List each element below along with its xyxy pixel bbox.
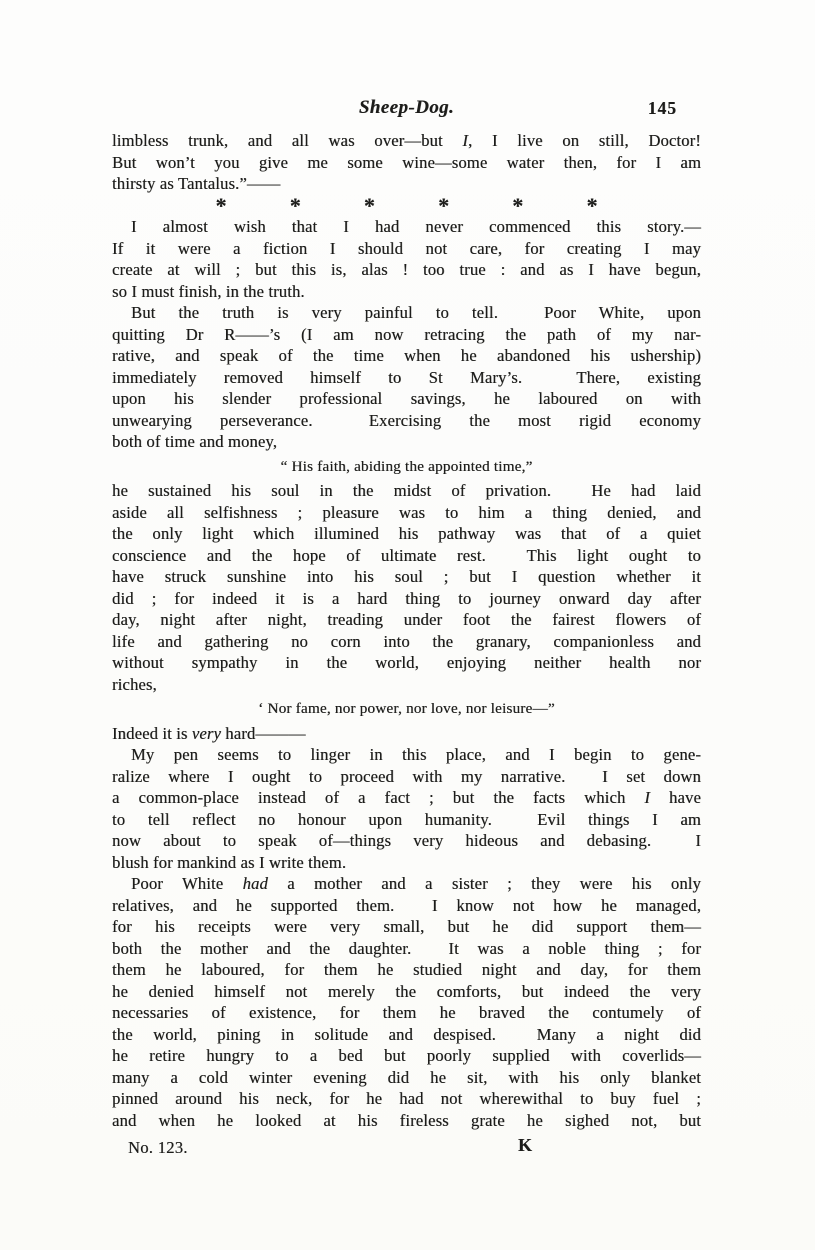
asterisk-icon: *: [363, 192, 375, 218]
text-segment: now about to speak of—things very hideous and debasing. I: [112, 831, 701, 850]
text-line: [112, 480, 701, 502]
text-segment: a mother and a sister ; they were his only: [267, 874, 702, 893]
text-segment: did ; for indeed it is a hard thing to journey onward day after: [112, 588, 701, 608]
text-line: [112, 652, 701, 674]
italic-text-segment: had: [242, 874, 268, 893]
text-segment: If it were a fiction I should not care, for creating I may: [112, 238, 701, 258]
page-number: 145: [647, 98, 677, 118]
text-line: [112, 152, 701, 174]
text-segment: aside all selfishness ; pleasure was to him a thing denied, and: [112, 502, 701, 522]
text-segment: quitting Dr R——’s (I am now retracing the path of my nar-: [112, 324, 701, 344]
asterisk-icon: *: [289, 192, 301, 218]
italic-text-segment: very: [191, 723, 221, 743]
page-body: [112, 130, 701, 1131]
italic-text-segment: I: [644, 788, 651, 807]
text-line: [112, 1045, 701, 1067]
text-line: [112, 431, 701, 453]
text-segment: hard———: [221, 723, 306, 743]
text-segment: immediately removed himself to St Mary’s. There, existing: [112, 367, 701, 387]
text-line: [112, 1110, 701, 1132]
text-line: [112, 410, 701, 432]
text-segment: he sustained his soul in the midst of privation. He had laid: [112, 481, 701, 500]
text-line: [112, 766, 701, 788]
text-line: [112, 852, 701, 874]
text-segment: a common-place instead of a fact ; but the facts which: [112, 788, 645, 807]
text-segment: so I must finish, in the truth.: [112, 281, 305, 301]
text-segment: conscience and the hope of ultimate rest. This light ought to: [112, 545, 701, 565]
text-line: [112, 1024, 701, 1046]
text-line: [112, 388, 701, 410]
text-line: [112, 367, 701, 389]
text-line: [112, 259, 701, 281]
text-segment: and when he looked at his fireless grate he sighed not, but: [112, 1110, 701, 1130]
text-line: [112, 545, 701, 567]
text-segment: have struck sunshine into his soul ; but I question whether it: [112, 567, 701, 586]
text-line: [112, 744, 701, 766]
text-line: [112, 916, 701, 938]
text-segment: upon his slender professional savings, he laboured on with: [112, 389, 701, 408]
text-segment: pinned around his neck, for he had not wherewithal to buy fuel ;: [112, 1089, 701, 1108]
text-segment: both of time and money,: [112, 432, 278, 451]
text-segment: have: [650, 788, 701, 807]
text-segment: riches,: [112, 674, 157, 694]
text-segment: Indeed it is: [112, 723, 192, 743]
text-line: [112, 173, 701, 195]
text-line: [112, 216, 701, 238]
text-segment: unwearying perseverance. Exercising the most rigid economy: [112, 410, 701, 430]
text-segment: create at will ; but this is, alas ! too true : and as I have begun,: [112, 260, 701, 279]
text-line: [112, 302, 701, 324]
text-segment: he retire hungry to a bed but poorly supplied with coverlids—: [112, 1046, 701, 1065]
text-line: [112, 895, 701, 917]
text-segment: the world, pining in solitude and despised. Many a night did: [112, 1024, 701, 1044]
text-segment: ralize where I ought to proceed with my narrative. I set down: [112, 766, 701, 786]
text-line: [112, 723, 701, 745]
text-line: [112, 959, 701, 981]
text-line: [112, 1067, 701, 1089]
asterisk-icon: *: [512, 192, 524, 218]
text-segment: But the truth is very painful to tell. Poor White, upon: [131, 303, 701, 322]
text-segment: I almost wish that I had never commenced this story.—: [131, 217, 701, 236]
text-segment: life and gathering no corn into the granary, companionless and: [112, 631, 701, 651]
text-line: [112, 674, 701, 696]
text-segment: them he laboured, for them he studied night and day, for them: [112, 960, 701, 979]
text-line: [112, 345, 701, 367]
signature-mark: K: [518, 1135, 533, 1155]
text-segment: blush for mankind as I write them.: [112, 852, 347, 872]
text-line: [112, 938, 701, 960]
text-segment: But won’t you give me some wine—some water then, for I am: [112, 152, 701, 172]
asterisk-icon: *: [438, 192, 450, 218]
asterisk-icon: *: [215, 192, 227, 218]
text-segment: he denied himself not merely the comforts, but indeed the very: [112, 981, 701, 1001]
text-segment: Poor White: [131, 874, 243, 893]
italic-text-segment: I: [462, 131, 469, 150]
page-footer: [112, 1135, 701, 1161]
text-segment: to tell reflect no honour upon humanity. Evil things I am: [112, 809, 701, 829]
text-line: [112, 238, 701, 260]
page-header: [112, 97, 701, 121]
text-line: [112, 588, 701, 610]
text-segment: , I live on still, Doctor!: [468, 131, 701, 150]
text-segment: without sympathy in the world, enjoying neither health nor: [112, 653, 701, 672]
text-segment: both the mother and the daughter. It was a noble thing ; for: [112, 938, 701, 958]
asterisk-separator: [215, 192, 598, 218]
text-segment: My pen seems to linger in this place, and I begin to gene-: [131, 745, 701, 764]
text-line: [112, 523, 701, 545]
text-segment: limbless trunk, and all was over—but: [112, 131, 463, 150]
text-segment: for his receipts were very small, but he did support them—: [112, 917, 701, 936]
text-line: [112, 609, 701, 631]
text-segment: day, night after night, treading under foot the fairest flowers of: [112, 610, 701, 629]
issue-number: No. 123.: [128, 1138, 188, 1157]
text-line: [112, 281, 701, 303]
text-line: [112, 502, 701, 524]
text-segment: necessaries of existence, for them he braved the contumely of: [112, 1003, 701, 1022]
text-line: [112, 1088, 701, 1110]
text-line: [112, 324, 701, 346]
text-line: [112, 130, 701, 152]
text-line: [112, 566, 701, 588]
text-line: [112, 809, 701, 831]
text-segment: many a cold winter evening did he sit, with his only blanket: [112, 1067, 701, 1087]
text-line: [112, 873, 701, 895]
text-line: [112, 787, 701, 809]
text-segment: rative, and speak of the time when he abandoned his ushership): [112, 346, 701, 365]
asterisk-icon: *: [586, 192, 598, 218]
verse-quote: “ His faith, abiding the appointed time,”: [280, 457, 533, 475]
text-segment: the only light which illumined his pathway was that of a quiet: [112, 524, 701, 543]
text-line: [112, 830, 701, 852]
text-segment: relatives, and he supported them. I know not how he managed,: [112, 895, 701, 915]
running-title: Sheep-Dog.: [358, 97, 455, 118]
verse-quote: ‘ Nor fame, nor power, nor love, nor leisure—”: [258, 700, 555, 717]
text-line: [112, 981, 701, 1003]
text-line: [112, 1002, 701, 1024]
text-segment: thirsty as Tantalus.”——: [112, 174, 281, 193]
text-line: [112, 631, 701, 653]
